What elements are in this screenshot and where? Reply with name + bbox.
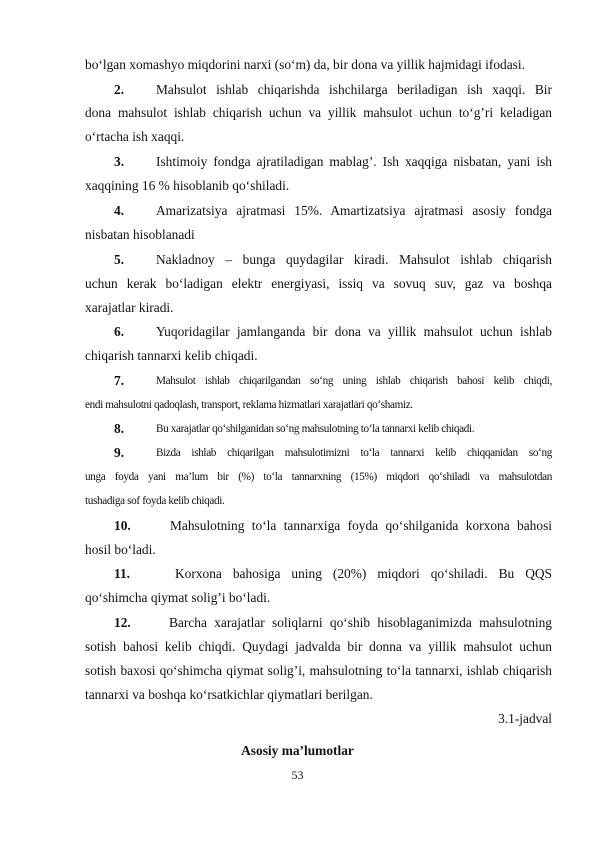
section-heading: Asosiy ma’lumotlar (241, 743, 354, 758)
item-number: 2. (114, 82, 125, 97)
item-text-continuation: sotish baxosi qo‘shimcha qiymat solig’i, mahsulotning to‘la tannarxi, ishlab chiqarish (85, 663, 552, 678)
item-text-continuation: tannarxi va boshqa ko‘rsatkichlar qiymatlari berilgan. (85, 687, 373, 702)
item-number: 6. (114, 324, 125, 339)
item-text: Mahsulot ishlab chiqarilgandan so‘ng uning ishlab chiqarish bahosi kelib chiqdi, (156, 375, 552, 387)
page-number: 53 (291, 768, 304, 782)
item-text: Mahsulot ishlab chiqarishda ishchilarga beriladigan ish xaqqi. Bir (156, 82, 552, 97)
item-text-continuation: xarajatlar kiradi. (85, 300, 174, 315)
item-number: 11. (114, 566, 130, 581)
item-text-continuation: uchun kerak bo‘ladigan elektr energiyasi, issiq va sovuq suv, gaz va boshqa (85, 276, 552, 291)
item-text-continuation: unga foyda yani ma’lum bir (%) to‘la tannarxning (15%) miqdori qo‘shiladi va mahsulotdan (85, 471, 552, 483)
item-text-continuation: o‘rtacha ish xaqqi. (85, 129, 185, 144)
item-number: 10. (114, 518, 131, 533)
item-text-continuation: nisbatan hisoblanadi (85, 227, 195, 242)
item-text: Mahsulotning to‘la tannarxiga foyda qo‘shilganida korxona bahosi (170, 518, 552, 533)
item-text: Korxona bahosiga uning (20%) miqdori qo‘shiladi. Bu QQS (175, 566, 552, 581)
intro-line: bo‘lgan xomashyo miqdorini narxi (so‘m) da, bir dona va yillik hajmidagi ifodasi. (85, 57, 525, 72)
item-text-continuation: xaqqining 16 % hisoblanib qo‘shiladi. (85, 178, 290, 193)
item-text-continuation: endi mahsulotni qadoqlash, transport, reklama hizmatlari xarajatlari qo‘shamiz. (85, 399, 413, 411)
item-text-continuation: dona mahsulot ishlab chiqarish uchun va yillik mahsulot uchun to‘g’ri keladigan (85, 105, 552, 120)
item-text: Bizda ishlab chiqarilgan mahsulotimizni to‘la tannarxi kelib chiqqanidan so‘ng (156, 447, 552, 459)
item-text: Yuqoridagilar jamlanganda bir dona va yillik mahsulot uchun ishlab (156, 324, 552, 339)
item-number: 5. (114, 252, 125, 267)
table-label: 3.1-jadval (498, 711, 552, 726)
item-number: 7. (114, 373, 125, 388)
item-text: Bu xarajatlar qo‘shilganidan so‘ng mahsulotning to‘la tannarxi kelib chiqadi. (156, 423, 475, 435)
item-text-continuation: qo‘shimcha qiymat solig’i bo‘ladi. (85, 590, 271, 605)
item-text-continuation: sotish bahosi kelib chiqdi. Quydagi jadvalda bir donna va yillik mahsulot uchun (85, 639, 552, 654)
item-text: Amarizatsiya ajratmasi 15%. Amartizatsiya ajratmasi asosiy fondga (156, 203, 552, 218)
item-text: Ishtimoiy fondga ajratiladigan mablag’. Ish xaqqiga nisbatan, yani ish (156, 154, 552, 169)
item-text-continuation: chiqarish tannarxi kelib chiqadi. (85, 348, 258, 363)
item-number: 12. (114, 615, 131, 630)
item-number: 3. (114, 154, 125, 169)
item-text-continuation: hosil bo‘ladi. (85, 542, 156, 557)
item-text: Nakladnoy – bunga quydagilar kiradi. Mahsulot ishlab chiqarish (156, 252, 552, 267)
item-text-continuation: tushadiga sof foyda kelib chiqadi. (85, 495, 225, 507)
item-text: Barcha xarajatlar soliqlarni qo‘shib hisoblaganimizda mahsulotning (169, 615, 552, 630)
item-number: 4. (114, 203, 125, 218)
item-number: 8. (114, 421, 125, 436)
item-number: 9. (114, 445, 125, 460)
